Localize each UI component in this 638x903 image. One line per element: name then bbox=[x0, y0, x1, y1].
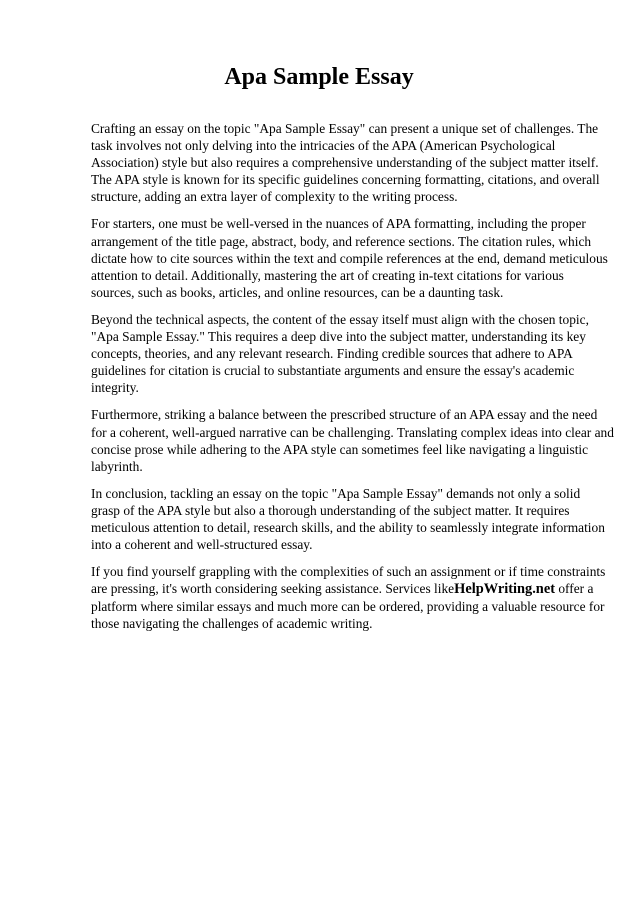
paragraph-balance bbox=[91, 406, 614, 474]
text-line bbox=[91, 580, 601, 598]
text-line: those navigating the challenges of academic writing. bbox=[91, 616, 373, 632]
text-segment: offer a bbox=[555, 581, 594, 597]
text-line: grasp of the APA style but also a thorough understanding of the subject matter. It requires bbox=[91, 502, 570, 518]
text-line: Crafting an essay on the topic "Apa Sample Essay" can present a unique set of challenges. The bbox=[91, 121, 599, 136]
text-line: The APA style is known for its specific guidelines concerning formatting, citations, and overall bbox=[91, 172, 600, 188]
text-line: meticulous attention to detail, research skills, and the ability to seamlessly integrate information bbox=[91, 519, 605, 535]
text-line: "Apa Sample Essay." This requires a deep dive into the subject matter, understanding its key bbox=[91, 329, 586, 345]
text-line: into a coherent and well-structured essay. bbox=[91, 537, 313, 553]
paragraph-formatting bbox=[91, 215, 608, 300]
document-body bbox=[91, 120, 614, 643]
paragraph-conclusion bbox=[91, 485, 605, 553]
text-line: If you find yourself grappling with the complexities of such an assignment or if time constraints bbox=[91, 564, 606, 580]
text-line: arrangement of the title page, abstract, body, and reference sections. The citation rules, which bbox=[91, 233, 592, 249]
text-line: Furthermore, striking a balance between the prescribed structure of an APA essay and the need bbox=[91, 407, 598, 423]
text-line: labyrinth. bbox=[91, 458, 143, 474]
document-title: Apa Sample Essay bbox=[224, 64, 414, 90]
text-line: Association) style but also requires a comprehensive understanding of the subject matter itself. bbox=[91, 155, 599, 171]
paragraph-assistance bbox=[91, 563, 606, 632]
paragraph-intro bbox=[91, 120, 601, 205]
text-line: guidelines for citation is crucial to substantiate arguments and ensure the essay's academic bbox=[91, 363, 575, 379]
text-line: In conclusion, tackling an essay on the topic "Apa Sample Essay" demands not only a solid bbox=[91, 485, 581, 501]
text-line: concepts, theories, and any relevant research. Finding credible sources that adhere to APA bbox=[91, 346, 573, 362]
text-line: sources, such as books, articles, and online resources, can be a daunting task. bbox=[91, 284, 504, 300]
text-line: structure, adding an extra layer of complexity to the writing process. bbox=[91, 189, 458, 205]
text-line: for a coherent, well-argued narrative can be challenging. Translating complex ideas into clear and bbox=[91, 424, 614, 440]
text-line: attention to detail. Additionally, mastering the art of creating in-text citations for various bbox=[91, 267, 564, 283]
text-line: concise prose while adhering to the APA style can sometimes feel like navigating a linguistic bbox=[91, 441, 589, 457]
text-line: task involves not only delving into the intricacies of the APA (American Psychological bbox=[91, 138, 556, 154]
text-line: Beyond the technical aspects, the content of the essay itself must align with the chosen topic, bbox=[91, 311, 589, 327]
paragraph-content bbox=[91, 311, 601, 396]
text-line: dictate how to cite sources within the text and compile references at the end, demand meticulous bbox=[91, 250, 608, 266]
text-segment: are pressing, it's worth considering seeking assistance. Services like bbox=[91, 581, 455, 597]
text-line: integrity. bbox=[91, 380, 139, 396]
text-line: For starters, one must be well-versed in the nuances of APA formatting, including the proper bbox=[91, 216, 586, 232]
text-line: platform where similar essays and much more can be ordered, providing a valuable resource for bbox=[91, 599, 605, 615]
brand-name: HelpWriting.net bbox=[454, 581, 555, 598]
